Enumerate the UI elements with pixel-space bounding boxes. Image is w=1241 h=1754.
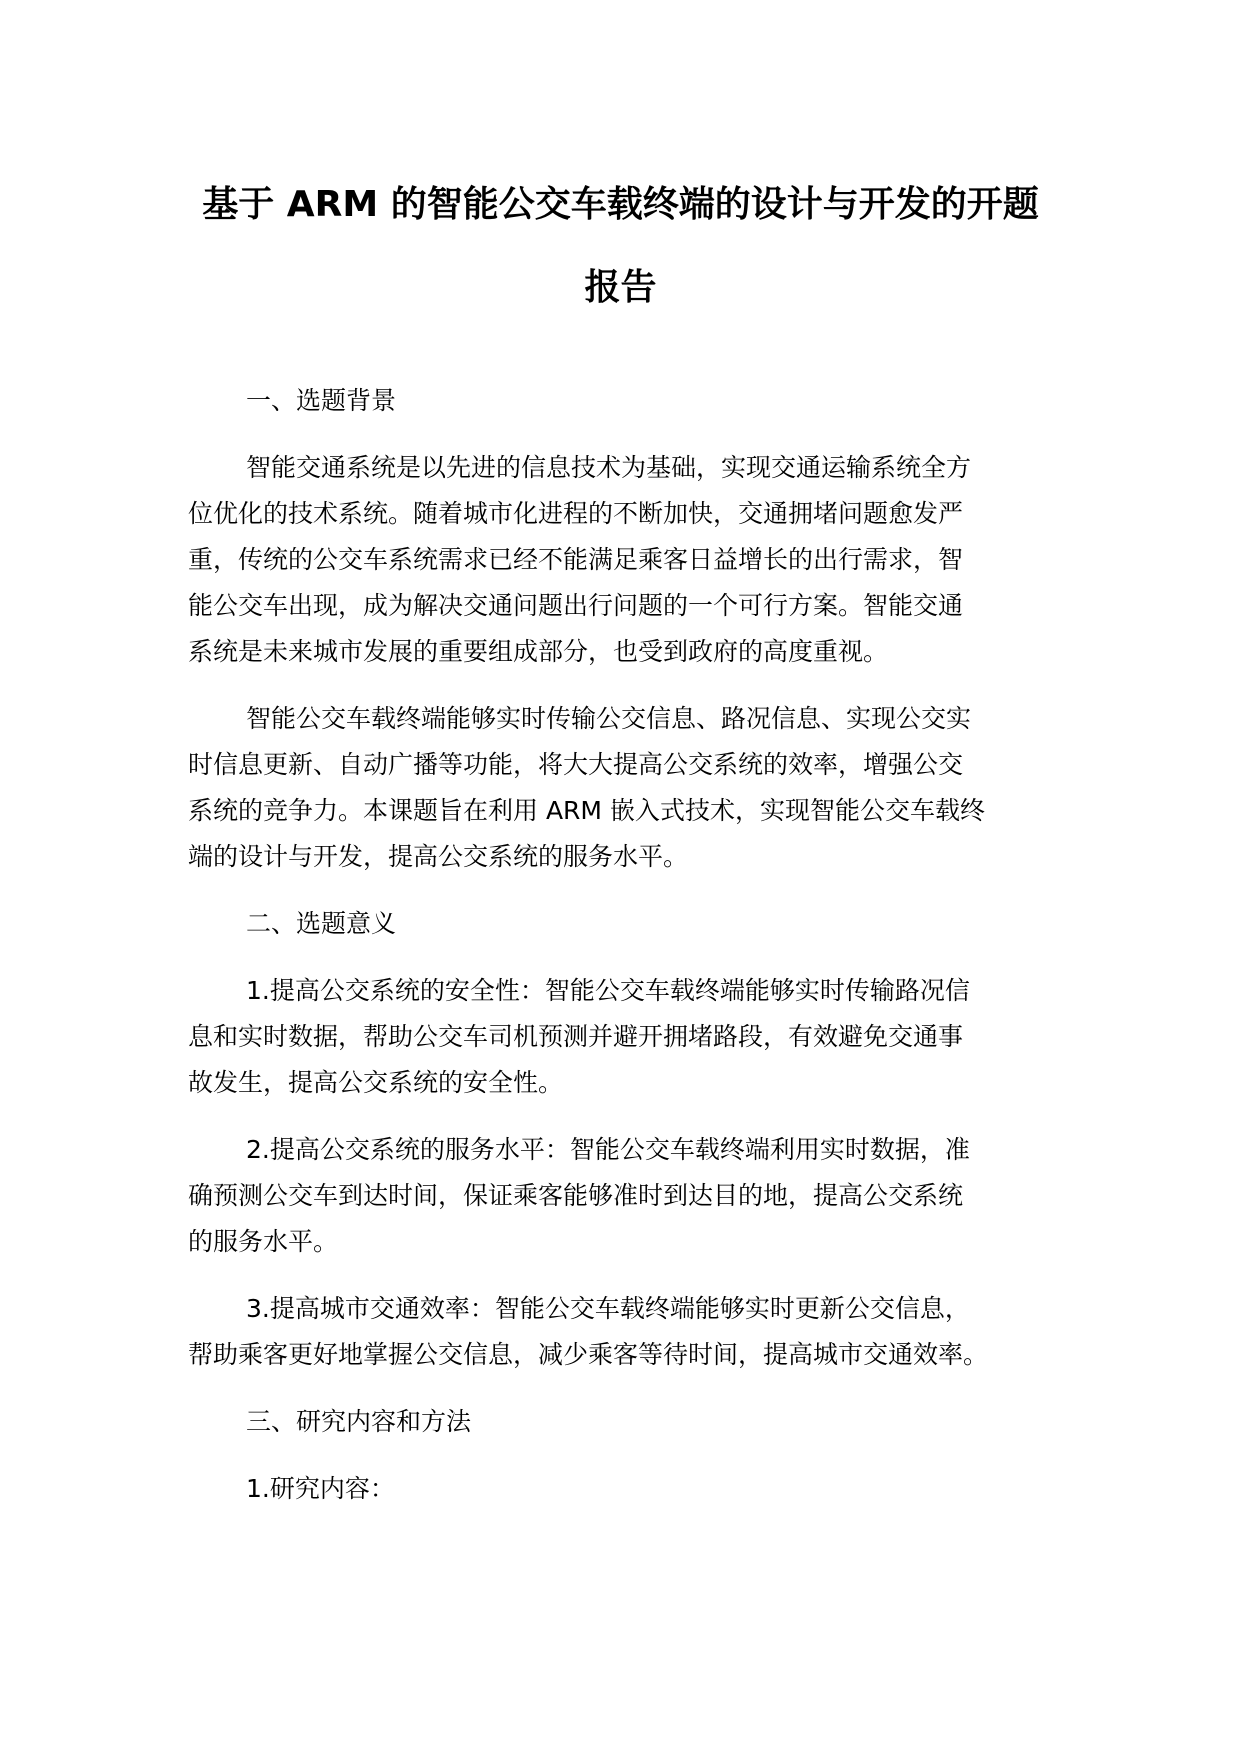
text-line: 时信息更新、自动广播等功能，将大大提高公交系统的效率，增强公交 (188, 750, 964, 779)
section-heading-research: 三、研究内容和方法 (246, 1407, 472, 1436)
text-line: 端的设计与开发，提高公交系统的服务水平。 (188, 842, 689, 871)
text-line: 息和实时数据，帮助公交车司机预测并避开拥堵路段，有效避免交通事 (188, 1022, 964, 1051)
paragraph-background-1 (188, 445, 1073, 675)
section-heading-significance: 二、选题意义 (246, 909, 397, 938)
significance-item-2 (188, 1127, 1073, 1265)
text-line: 智能公交车载终端能够实时传输公交信息、路况信息、实现公交实 (246, 704, 972, 733)
text-line: 1.提高公交系统的安全性：智能公交车载终端能够实时传输路况信 (246, 976, 970, 1005)
subsection-heading-research-content: 1.研究内容： (246, 1474, 395, 1503)
significance-item-1 (188, 968, 1073, 1106)
text-line: 的服务水平。 (188, 1227, 339, 1256)
section-heading-background: 一、选题背景 (246, 386, 397, 415)
document-title-line-1: 基于 ARM 的智能公交车载终端的设计与开发的开题 (202, 184, 1039, 225)
text-line: 重，传统的公交车系统需求已经不能满足乘客日益增长的出行需求，智 (188, 545, 964, 574)
text-line: 位优化的技术系统。随着城市化进程的不断加快，交通拥堵问题愈发严 (188, 499, 964, 528)
document-title-line-2: 报告 (584, 267, 657, 308)
significance-item-3 (188, 1286, 1073, 1378)
document-body (188, 378, 1073, 1533)
text-line: 系统的竞争力。本课题旨在利用 ARM 嵌入式技术，实现智能公交车载终 (188, 796, 985, 825)
text-line: 2.提高公交系统的服务水平：智能公交车载终端利用实时数据，准 (246, 1135, 970, 1164)
text-line: 帮助乘客更好地掌握公交信息，减少乘客等待时间，提高城市交通效率。 (188, 1340, 989, 1369)
text-line: 智能交通系统是以先进的信息技术为基础，实现交通运输系统全方 (246, 453, 972, 482)
text-line: 故发生，提高公交系统的安全性。 (188, 1068, 564, 1097)
paragraph-background-2 (188, 696, 1073, 880)
text-line: 能公交车出现，成为解决交通问题出行问题的一个可行方案。智能交通 (188, 591, 964, 620)
text-line: 3.提高城市交通效率：智能公交车载终端能够实时更新公交信息， (246, 1294, 970, 1323)
text-line: 系统是未来城市发展的重要组成部分，也受到政府的高度重视。 (188, 637, 889, 666)
text-line: 确预测公交车到达时间，保证乘客能够准时到达目的地，提高公交系统 (188, 1181, 964, 1210)
